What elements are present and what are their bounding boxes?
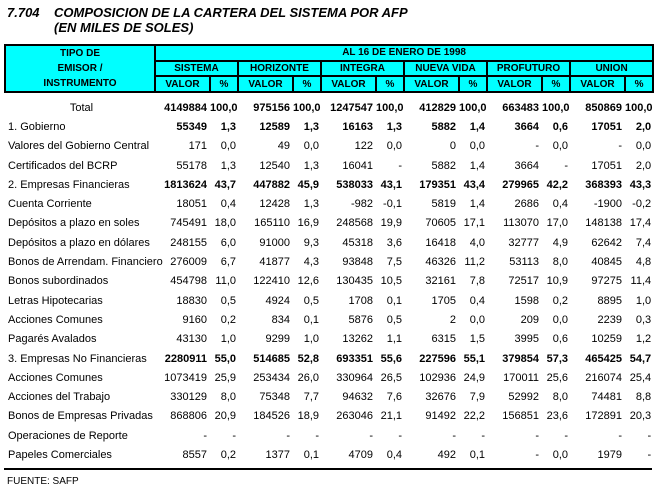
percent-cell: - [315,429,319,442]
percent-cell: 25,9 [214,371,236,384]
percent-cell: 0,4 [220,198,236,211]
valor-cell: 12540 [259,159,290,172]
percent-cell: - [398,159,402,172]
percent-cell: 4,8 [635,256,652,269]
corner-line-1: TIPO DE [59,48,100,59]
percent-cell: - [564,429,568,442]
percent-cell: - [647,448,652,461]
percent-cell: 0,0 [552,448,568,461]
source-note: FUENTE: SAFP [7,475,79,484]
percent-cell: 20,9 [214,410,236,423]
row-label: 2. Empresas Financieras [8,178,130,191]
valor-cell: 248568 [336,217,373,230]
table-row [5,291,653,310]
percent-cell: 7,9 [469,391,485,404]
percent-cell: 1,5 [469,333,485,346]
group-header-sistema: SISTEMA [155,61,238,77]
percent-cell: 55,6 [380,352,402,365]
valor-header: VALOR [487,76,542,92]
valor-cell: 253434 [253,371,290,384]
valor-cell: 17051 [591,159,622,172]
percent-cell: 0,1 [303,313,319,326]
percent-cell: 0,0 [303,140,319,153]
percent-cell: 100,0 [542,101,570,114]
valor-cell: 850869 [585,101,622,114]
valor-cell: - [203,429,207,442]
valor-cell: 1598 [514,294,539,307]
percent-cell: 0,6 [552,333,568,346]
valor-cell: 55349 [176,120,207,133]
valor-cell: 5819 [431,198,456,211]
percent-cell: 17,4 [629,217,652,230]
group-header-profuturo: PROFUTURO [487,61,570,77]
valor-cell: 1708 [348,294,373,307]
valor-cell: -1900 [593,198,622,211]
percent-cell: 52,8 [297,352,319,365]
row-label: Valores del Gobierno Central [8,140,150,153]
percent-header: % [376,76,404,92]
percent-cell: 0,0 [469,140,485,153]
percent-cell: - [232,429,236,442]
valor-cell: - [535,140,539,153]
valor-cell: 4709 [348,448,373,461]
percent-cell: 1,1 [386,333,402,346]
valor-cell: 216074 [585,371,622,384]
valor-cell: 8895 [597,294,622,307]
percent-cell: 6,0 [220,236,236,249]
percent-cell: 1,0 [635,294,652,307]
valor-cell: 94632 [342,391,373,404]
row-label: Papeles Comerciales [8,448,112,461]
valor-cell: 32161 [425,275,456,288]
percent-cell: 100,0 [376,101,404,114]
page-title-line [7,5,655,20]
valor-cell: 227596 [419,352,456,365]
valor-cell: 16041 [342,159,373,172]
percent-cell: -0,1 [383,198,402,211]
percent-cell: 1,3 [386,120,402,133]
table-row [5,272,653,291]
group-header-nueva-vida: NUEVA VIDA [404,61,487,77]
percent-cell: 100,0 [459,101,487,114]
percent-cell: 0,4 [469,294,485,307]
valor-cell: 52992 [508,391,539,404]
row-label: Total [69,101,94,114]
valor-cell: - [286,429,290,442]
valor-cell: 16418 [425,236,456,249]
valor-cell: 165110 [254,217,290,230]
valor-cell: 5882 [431,120,456,133]
valor-cell: 18830 [176,294,207,307]
valor-cell: 868806 [170,410,207,423]
valor-header: VALOR [404,76,459,92]
valor-header: VALOR [321,76,376,92]
percent-cell: 3,6 [386,236,402,249]
valor-cell: 45318 [342,236,373,249]
table-row [5,137,653,156]
group-header-integra: INTEGRA [321,61,404,77]
percent-cell: 42,2 [546,178,568,191]
percent-cell: 25,6 [546,371,568,384]
percent-cell: 9,3 [303,236,319,249]
valor-cell: 279965 [502,178,539,191]
valor-cell: 2239 [597,313,622,326]
percent-cell: 1,4 [469,159,485,172]
table-row [5,387,653,406]
percent-cell: 11,4 [630,275,652,288]
valor-cell: 492 [437,448,456,461]
valor-cell: 1377 [265,448,290,461]
valor-cell: 1813624 [164,178,207,191]
valor-cell: 172891 [585,410,622,423]
valor-cell: 91492 [425,410,456,423]
row-label: Operaciones de Reporte [8,429,128,442]
percent-cell: 2,0 [635,120,652,133]
valor-cell: 5882 [431,159,456,172]
valor-cell: 41877 [259,256,290,269]
valor-cell: 70605 [425,217,456,230]
valor-cell: 2 [449,313,456,326]
percent-cell: 55,1 [463,352,485,365]
percent-cell: 7,4 [635,236,652,249]
valor-cell: 12428 [259,198,290,211]
valor-cell: 2686 [514,198,539,211]
percent-cell: 0,5 [220,294,236,307]
valor-cell: 5876 [348,313,373,326]
percent-cell: 17,1 [463,217,485,230]
valor-cell: 276009 [170,256,207,269]
percent-header: % [293,76,321,92]
valor-cell: 209 [520,313,539,326]
percent-cell: 55,0 [214,352,236,365]
row-label: Acciones Comunes [8,371,103,384]
corner-line-3: INSTRUMENTO [43,78,117,89]
corner-line-2: EMISOR / [57,63,103,74]
portfolio-composition-table [4,44,654,465]
percent-cell: 24,9 [463,371,485,384]
percent-cell: 18,9 [297,410,319,423]
table-row [5,368,653,387]
valor-cell: 62642 [591,236,622,249]
percent-cell: 22,2 [463,410,485,423]
valor-cell: 4924 [265,294,290,307]
percent-cell: 7,5 [386,256,402,269]
row-label: 3. Empresas No Financieras [8,352,147,365]
valor-cell: 8557 [182,448,207,461]
percent-cell: 7,8 [469,275,485,288]
percent-cell: 0,1 [303,448,319,461]
percent-cell: 0,0 [552,313,568,326]
valor-cell: 1073419 [164,371,207,384]
percent-cell: 57,3 [546,352,568,365]
table-row [5,407,653,426]
percent-cell: 0,5 [386,313,402,326]
group-header-horizonte: HORIZONTE [238,61,321,77]
percent-cell: 1,0 [220,333,236,346]
table-row [5,310,653,329]
percent-cell: 20,3 [629,410,652,423]
percent-cell: 0,0 [552,140,568,153]
valor-cell: 12589 [259,120,290,133]
row-label: Acciones del Trabajo [8,391,111,404]
valor-cell: 465425 [585,352,622,365]
date-header-row [5,45,653,61]
table-row [5,117,653,136]
percent-cell: 11,2 [464,256,485,269]
valor-header: VALOR [570,76,625,92]
valor-cell: 184526 [253,410,290,423]
percent-cell: 0,1 [469,448,485,461]
percent-cell: -0,2 [632,198,652,211]
valor-cell: 13262 [342,333,373,346]
row-label: Pagarés Avalados [8,333,97,346]
percent-cell: 1,3 [303,159,319,172]
row-label: Depósitos a plazo en dólares [8,236,150,249]
valor-cell: 538033 [336,178,373,191]
percent-cell: 0,4 [552,198,568,211]
percent-cell: 43,7 [214,178,236,191]
valor-cell: 53113 [509,256,539,269]
row-label: Bonos subordinados [8,275,109,288]
valor-cell: 1705 [431,294,456,307]
table-body [5,92,653,465]
percent-cell: 23,6 [546,410,568,423]
valor-cell: 130435 [336,275,373,288]
row-label: Letras Hipotecarias [8,294,103,307]
valor-cell: 3664 [514,120,539,133]
percent-cell: 100,0 [293,101,321,114]
percent-cell: 1,3 [303,198,319,211]
percent-cell: 43,1 [380,178,402,191]
valor-cell: - [535,448,539,461]
percent-cell: 8,0 [552,391,568,404]
page-title: COMPOSICION DE LA CARTERA DEL SISTEMA POR AFP [54,5,408,20]
valor-cell: 0 [449,140,456,153]
valor-cell: 263046 [336,410,373,423]
valor-cell: 148138 [585,217,622,230]
valor-cell: 4149884 [164,101,207,114]
valor-cell: - [535,429,539,442]
valor-cell: 32777 [508,236,539,249]
percent-cell: 0,0 [469,313,485,326]
table-row [5,330,653,349]
percent-cell: 4,0 [469,236,485,249]
valor-cell: 330129 [170,391,207,404]
percent-cell: 25,4 [629,371,652,384]
valor-cell: 834 [271,313,290,326]
percent-cell: 17,0 [546,217,568,230]
valor-cell: 9160 [182,313,207,326]
valor-cell: 330964 [336,371,373,384]
table-header [5,45,653,92]
valor-cell: 9299 [265,333,290,346]
valor-header: VALOR [238,76,293,92]
valor-cell: 248155 [170,236,207,249]
percent-cell: 11,0 [215,275,236,288]
percent-cell: 1,3 [220,120,236,133]
percent-cell: 1,3 [220,159,236,172]
valor-cell: 1979 [597,448,622,461]
group-header-union: UNION [570,61,653,77]
valor-cell: 40845 [591,256,622,269]
percent-cell: 0,2 [220,448,236,461]
percent-cell: 0,2 [220,313,236,326]
valor-cell: 412829 [419,101,456,114]
percent-cell: 1,4 [469,198,485,211]
table-row [5,194,653,213]
valor-cell: 113070 [503,217,539,230]
table-row [5,175,653,194]
percent-cell: 10,5 [380,275,402,288]
valor-cell: - [618,140,622,153]
percent-cell: 0,3 [635,313,652,326]
percent-cell: 12,6 [297,275,319,288]
valor-cell: 75348 [259,391,290,404]
percent-cell: 43,3 [629,178,652,191]
row-label: Depósitos a plazo en soles [8,217,140,230]
valor-cell: 3995 [514,333,539,346]
table-row [5,445,653,464]
valor-cell: 379854 [502,352,539,365]
valor-cell: 97275 [591,275,622,288]
valor-cell: 368393 [585,178,622,191]
percent-cell: 7,6 [386,391,402,404]
percent-cell: 0,0 [386,140,402,153]
row-label: 1. Gobierno [8,120,66,133]
percent-cell: 0,6 [552,120,568,133]
valor-cell: 693351 [336,352,373,365]
date-header-cell: AL 16 DE ENERO DE 1998 [155,45,653,61]
table-row [5,252,653,271]
percent-header: % [210,76,238,92]
valor-cell: 17051 [591,120,622,133]
percent-cell: 26,5 [380,371,402,384]
report-title-block [0,0,655,35]
percent-cell: - [398,429,402,442]
valor-cell: 43130 [176,333,207,346]
percent-cell: 1,2 [635,333,652,346]
percent-header: % [542,76,570,92]
valor-cell: 2280911 [164,352,207,365]
percent-cell: 0,2 [552,294,568,307]
valor-cell: 454798 [170,275,207,288]
percent-cell: 8,0 [552,256,568,269]
row-label: Certificados del BCRP [8,159,118,172]
percent-cell: 0,4 [386,448,402,461]
percent-header: % [625,76,653,92]
valor-cell: 447882 [253,178,290,191]
valor-cell: 6315 [431,333,456,346]
valor-cell: 72517 [508,275,539,288]
percent-cell: 45,9 [297,178,319,191]
valor-cell: 55178 [176,159,207,172]
percent-cell: 43,4 [463,178,485,191]
percent-cell: 1,4 [469,120,485,133]
table-row [5,349,653,368]
percent-cell: 8,8 [635,391,652,404]
percent-cell: 2,0 [635,159,652,172]
percent-cell: 1,0 [303,333,319,346]
percent-header: % [459,76,487,92]
percent-cell: 0,5 [303,294,319,307]
valor-cell: 16163 [342,120,373,133]
percent-cell: 0,1 [386,294,402,307]
valor-cell: -982 [350,198,373,211]
percent-cell: 100,0 [210,101,238,114]
valor-cell: 74481 [591,391,622,404]
table-row [5,233,653,252]
percent-cell: - [564,159,568,172]
valor-cell: 32676 [425,391,456,404]
valor-cell: 10259 [591,333,622,346]
percent-cell: 21,1 [380,410,402,423]
percent-cell: 100,0 [625,101,653,114]
valor-cell: 975156 [253,101,290,114]
percent-cell: 18,0 [214,217,236,230]
valor-cell: 93848 [342,256,373,269]
valor-cell: 91000 [259,236,290,249]
percent-cell: 54,7 [629,352,652,365]
valor-cell: 171 [188,140,207,153]
valor-cell: 49 [277,140,290,153]
percent-cell: 7,7 [303,391,319,404]
percent-cell: 1,3 [303,120,319,133]
percent-cell: 26,0 [297,371,319,384]
percent-cell: - [647,429,652,442]
valor-cell: 122 [354,140,373,153]
valor-cell: - [369,429,373,442]
valor-cell: 745491 [170,217,207,230]
row-label: Cuenta Corriente [8,198,92,211]
valor-header: VALOR [155,76,210,92]
percent-cell: 6,7 [220,256,236,269]
table-number: 7.704 [7,5,40,20]
percent-cell: 16,9 [297,217,319,230]
percent-cell: 4,3 [303,256,319,269]
table-row [5,92,653,117]
valor-cell: 122410 [253,275,290,288]
percent-cell: 10,9 [546,275,568,288]
table-row [5,156,653,175]
row-label: Acciones Comunes [8,313,103,326]
table-row [5,214,653,233]
percent-cell: 4,9 [552,236,568,249]
valor-cell: 46326 [425,256,456,269]
valor-cell: 663483 [502,101,539,114]
valor-cell: 1247547 [330,101,373,114]
table-row [5,426,653,445]
valor-cell: 3664 [514,159,539,172]
valor-cell: 514685 [253,352,290,365]
page-subtitle: (EN MILES DE SOLES) [54,20,194,35]
valor-cell: 156851 [502,410,539,423]
valor-cell: - [618,429,622,442]
valor-cell: - [452,429,456,442]
corner-header-cell [5,45,155,92]
percent-cell: 8,0 [220,391,236,404]
valor-cell: 179351 [419,178,456,191]
percent-cell: 19,9 [380,217,402,230]
percent-cell: - [481,429,485,442]
valor-cell: 18051 [176,198,207,211]
row-label: Bonos de Empresas Privadas [8,410,153,423]
percent-cell: 0,0 [635,140,652,153]
row-label: Bonos de Arrendam. Financiero [8,256,163,269]
percent-cell: 0,0 [220,140,236,153]
valor-cell: 102936 [419,371,456,384]
valor-cell: 170011 [503,371,539,384]
